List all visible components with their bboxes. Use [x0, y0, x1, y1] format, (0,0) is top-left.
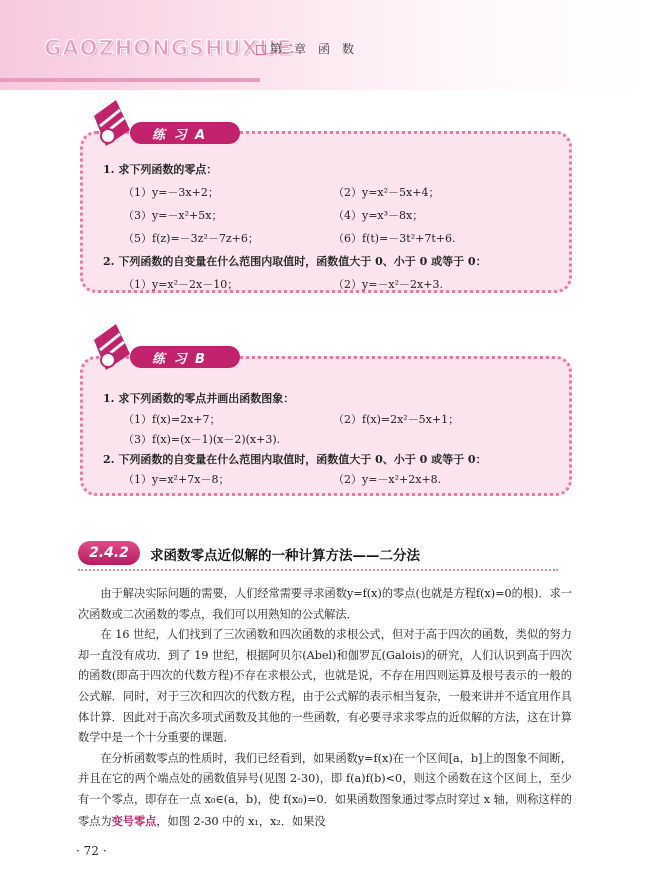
- section-number: 2.4.2: [78, 541, 140, 565]
- item: （2）y=－x²+2x+8.: [333, 473, 442, 486]
- question-text: 1. 求下列函数的零点并画出函数图象：: [103, 392, 295, 405]
- item: （1）y=x²－2x－10；: [123, 278, 239, 291]
- badge-label: 练 习 A: [152, 128, 208, 143]
- item: （1）y=－3x+2；: [123, 186, 219, 199]
- paragraph: 由于解决实际问题的需要，人们经常需要寻求函数y=f(x)的零点(也就是方程f(x)=0的根)．求一次函数或二次函数的零点，我们可以用熟知的公式解法．: [78, 587, 572, 621]
- question: [103, 158, 551, 181]
- header-logo: GAOZHONGSHUXUE: [44, 36, 293, 60]
- paragraph: [78, 749, 572, 832]
- exercise-b-box: [80, 356, 572, 496]
- answer-row: [103, 181, 551, 204]
- item: （6）f(t)=－3t²+7t+6.: [333, 232, 456, 245]
- square-icon: [256, 45, 266, 55]
- question: [103, 450, 551, 470]
- chapter-text: 第二章 函 数: [270, 42, 355, 56]
- item: （5）f(z)=－3z²－7z+6；: [123, 232, 259, 245]
- exercise-a-box: [80, 131, 572, 293]
- answer-row: [103, 273, 551, 296]
- question-text: 1. 求下列函数的零点：: [103, 163, 218, 176]
- exercise-a-badge: [80, 118, 260, 148]
- item: （1）y=x²+7x－8；: [123, 473, 230, 486]
- answer-row: [103, 227, 551, 250]
- answer-row: [103, 430, 551, 450]
- body-text: [78, 584, 572, 832]
- section-divider: [78, 569, 558, 571]
- item: （3）y=－x²+5x；: [123, 209, 223, 222]
- section-title: 求函数零点近似解的一种计算方法——二分法: [150, 548, 420, 564]
- item: （4）y=x³－8x；: [333, 209, 424, 222]
- paragraph: 在 16 世纪，人们找到了三次函数和四次函数的求根公式，但对于高于四次的函数，类似的努力却一直没有成功．到了 19 世纪，根据阿贝尔(Abel)和伽罗瓦(Galois)的研究，人们认识到高于四次的函数(即高于四次的代数方程)不存在求根公式，也就是说，不存在用四则运算及根号表示的一般的公式解．同时，对于三次和四次的代数方程，由于公式解的表示相当复杂，一般来讲并不适宜用作具体计算．因此对于高次多项式函数及其他的一些函数，有必要寻求求零点的近似解的方法，这在计算数学中是一个十分重要的课题．: [78, 628, 572, 745]
- chapter-title: [256, 40, 354, 57]
- answer-row: [103, 204, 551, 227]
- item: （2）f(x)=2x²－5x+1；: [333, 413, 460, 426]
- item: （1）f(x)=2x+7；: [123, 413, 221, 426]
- keyword: 变号零点: [111, 813, 157, 828]
- section-heading: [78, 539, 558, 569]
- page-number: · 72 ·: [76, 844, 107, 858]
- question-text: 2. 下列函数的自变量在什么范围内取值时，函数值大于 0、小于 0 或等于 0：: [103, 255, 487, 268]
- answer-row: [103, 470, 551, 490]
- paragraph-text: ，如图 2-30 中的 x₁，x₂．如果没: [156, 814, 326, 828]
- question: [103, 250, 551, 273]
- item: （2）y=x²－5x+4；: [333, 186, 440, 199]
- badge-label: 练 习 B: [152, 352, 207, 367]
- item: （2）y=－x²－2x+3.: [333, 278, 443, 291]
- exercise-b-badge: [80, 342, 260, 372]
- question: [103, 387, 551, 410]
- paragraph-text: 在分析函数零点的性质时，我们已经看到，如果函数y=f(x)在一个区间[a，b]上的图象不间断，并且在它的两个端点处的函数值异号(见图 2-30)，即 f(a)f(b)<0，则这个函数在这个区间上，至少有一个零点，即存在一点 x₀∈(a，b)，使 f(x₀)=0．如果函数图象通过零点时穿过 x 轴，则称这样的零点为: [78, 751, 572, 828]
- question-text: 2. 下列函数的自变量在什么范围内取值时，函数值大于 0、小于 0 或等于 0：: [103, 453, 487, 466]
- header-stripe: [0, 78, 260, 82]
- answer-row: [103, 410, 551, 430]
- item: （3）f(x)=(x－1)(x－2)(x+3).: [123, 433, 281, 446]
